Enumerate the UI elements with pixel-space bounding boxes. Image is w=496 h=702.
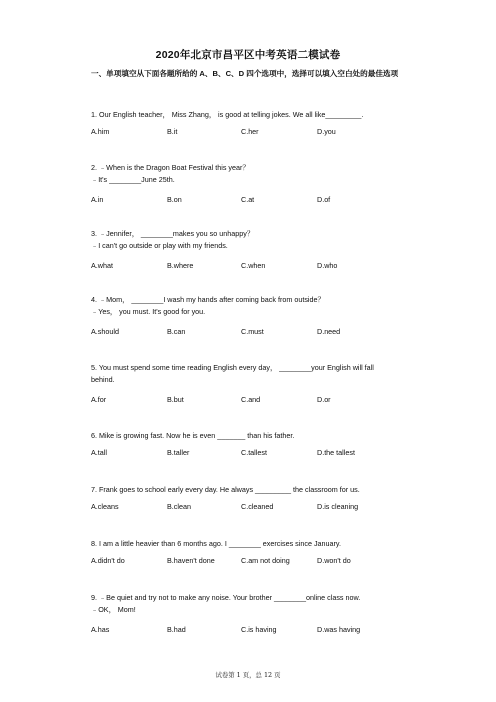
option-d: D.of: [317, 195, 331, 204]
question-line: behind.: [91, 374, 115, 384]
question-line: 2. ﹣When is the Dragon Boat Festival this year？: [91, 163, 250, 172]
option-c: C.and: [241, 395, 261, 404]
option-a: A.should: [91, 327, 119, 336]
question-line: 5. You must spend some time reading English every day， ________your English will fall: [91, 363, 374, 372]
question-line: 8. I am a little heavier than 6 months ago. I ________ exercises since January.: [91, 539, 341, 548]
question-line: 1. Our English teacher， Miss Zhang， is good at telling jokes. We all like_________.: [91, 110, 364, 119]
question-1: [91, 109, 411, 121]
question-line: ﹣I can't go outside or play with my friends.: [91, 240, 228, 250]
question-6-options: [91, 448, 411, 459]
question-line: 4. ﹣Mom， ________I wash my hands after coming back from outside？: [91, 295, 325, 304]
question-7: [91, 484, 411, 496]
option-a: A.for: [91, 395, 107, 404]
option-b: B.it: [167, 127, 178, 136]
question-7-options: [91, 502, 411, 513]
option-c: C.at: [241, 195, 255, 204]
option-c: C.is having: [241, 625, 277, 634]
question-3-options: [91, 261, 411, 272]
page-footer: 试卷第 1 页，总 12 页: [215, 671, 281, 679]
option-b: B.had: [167, 625, 186, 634]
question-line: ﹣Yes， you must. It's good for you.: [91, 306, 206, 316]
option-d: D.who: [317, 261, 338, 270]
question-line: 9. ﹣Be quiet and try not to make any noise. Your brother ________online class now.: [91, 593, 361, 602]
option-c: C.when: [241, 261, 266, 270]
question-6: [91, 430, 411, 442]
option-a: A.tall: [91, 448, 107, 457]
question-8-options: [91, 556, 411, 567]
option-b: B.haven't done: [167, 556, 215, 565]
question-line: ﹣It's ________June 25th.: [91, 174, 175, 184]
option-c: C.her: [241, 127, 259, 136]
question-5-options: [91, 395, 411, 406]
question-4: [91, 294, 411, 317]
option-b: B.can: [167, 327, 186, 336]
question-1-options: [91, 127, 411, 138]
question-4-options: [91, 327, 411, 338]
option-a: A.has: [91, 625, 110, 634]
option-d: D.was having: [317, 625, 361, 634]
option-a: A.didn't do: [91, 556, 125, 565]
option-a: A.what: [91, 261, 113, 270]
question-9-options: [91, 625, 411, 636]
question-8: [91, 538, 411, 550]
option-b: B.on: [167, 195, 182, 204]
question-line: 6. Mike is growing fast. Now he is even _______ than his father.: [91, 431, 295, 440]
option-d: D.the tallest: [317, 448, 355, 457]
question-5: [91, 362, 411, 385]
option-a: A.cleans: [91, 502, 119, 511]
option-d: D.need: [317, 327, 341, 336]
option-c: C.tallest: [241, 448, 267, 457]
option-c: C.must: [241, 327, 264, 336]
option-d: D.or: [317, 395, 331, 404]
question-line: 7. Frank goes to school early every day. He always _________ the classroom for us.: [91, 485, 360, 494]
question-2: [91, 162, 411, 185]
section-heading: 一、单项填空从下面各题所给的 A、B、C、D 四个选项中，选择可以填入空白处的最佳选项: [91, 69, 399, 78]
question-line: ﹣OK， Mom!: [91, 604, 136, 614]
option-d: D.is cleaning: [317, 502, 359, 511]
question-9: [91, 592, 411, 615]
option-d: D.you: [317, 127, 336, 136]
option-a: A.in: [91, 195, 104, 204]
option-c: C.cleaned: [241, 502, 274, 511]
question-3: [91, 228, 411, 251]
option-c: C.am not doing: [241, 556, 290, 565]
option-b: B.but: [167, 395, 184, 404]
question-line: 3. ﹣Jennifer， ________makes you so unhappy？: [91, 229, 255, 238]
option-d: D.won't do: [317, 556, 351, 565]
option-a: A.him: [91, 127, 110, 136]
option-b: B.taller: [167, 448, 190, 457]
page-title: 2020年北京市昌平区中考英语二模试卷: [155, 49, 341, 61]
option-b: B.clean: [167, 502, 191, 511]
question-2-options: [91, 195, 411, 206]
option-b: B.where: [167, 261, 194, 270]
